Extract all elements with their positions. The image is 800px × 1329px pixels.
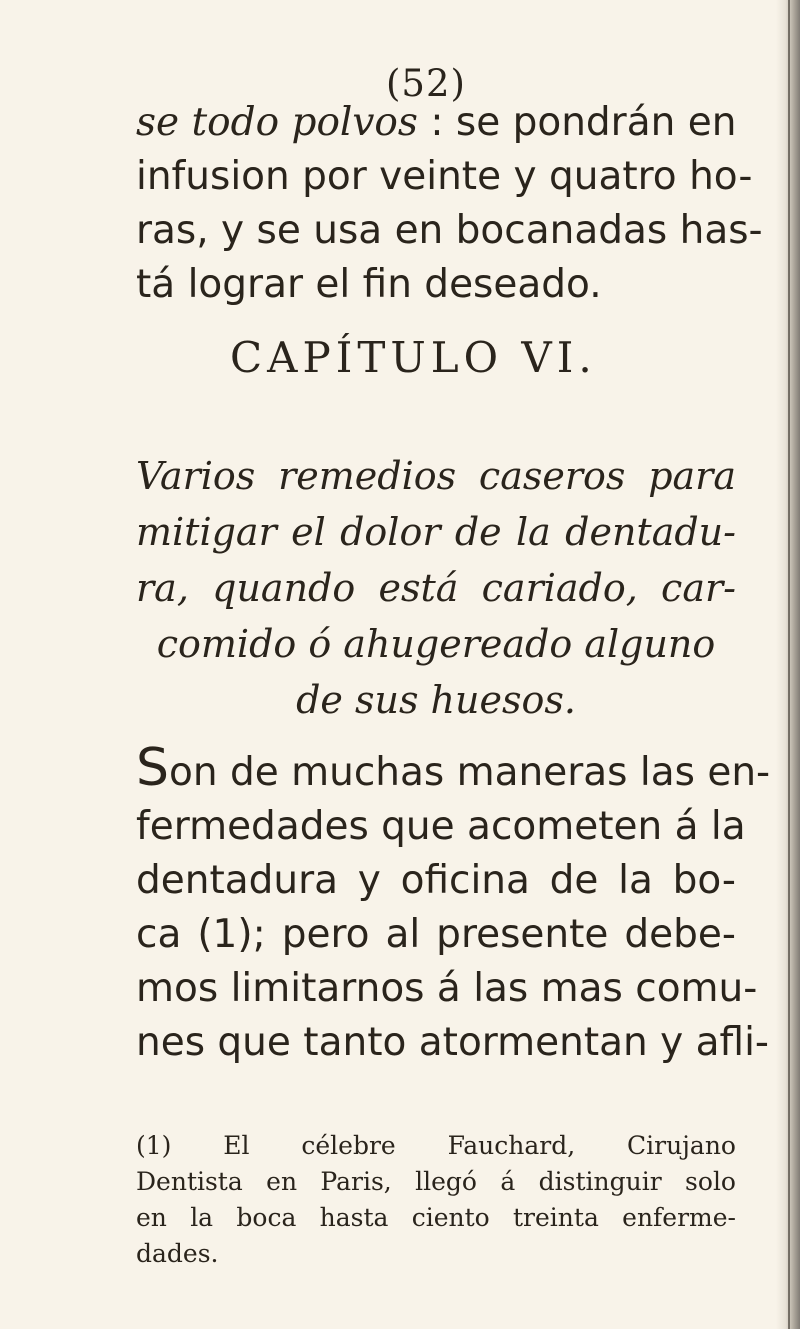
page-edge-line <box>788 0 790 1329</box>
text-line <box>136 96 736 150</box>
footnote-line: (1) El célebre Fauchard, Cirujano <box>136 1131 736 1160</box>
text-line: fermedades que acometen á la <box>136 804 746 849</box>
footnote-line: en la boca hasta ciento treinta enferme- <box>136 1203 736 1232</box>
chapter-subtitle <box>136 448 736 728</box>
upper-paragraph <box>136 96 763 312</box>
subtitle-line: de sus huesos. <box>296 678 576 722</box>
text-line: tá lograr el fin deseado. <box>136 262 602 307</box>
subtitle-line: Varios remedios caseros para <box>136 454 736 498</box>
text-line: infusion por veinte y quatro ho- <box>136 154 753 199</box>
text-line: ca (1); pero al presente debe- <box>136 912 736 957</box>
text-fragment: : se pondrán en <box>430 100 737 145</box>
drop-cap: S <box>136 738 170 798</box>
footnote <box>136 1128 736 1272</box>
page-number: (52) <box>386 62 466 105</box>
chapter-title: CAPÍTULO VI. <box>230 333 597 382</box>
footnote-line: dades. <box>136 1239 219 1268</box>
text-line: nes que tanto atormentan y afli- <box>136 1020 770 1065</box>
footnote-line: Dentista en Paris, llegó á distinguir solo <box>136 1167 736 1196</box>
subtitle-line: ra, quando está cariado, car- <box>136 566 736 610</box>
text-line: ras, y se usa en bocanadas has- <box>136 208 763 253</box>
body-paragraph <box>136 738 771 1070</box>
subtitle-line: mitigar el dolor de la dentadu- <box>136 510 736 554</box>
text-line <box>136 738 771 800</box>
subtitle-line: comido ó ahugereado alguno <box>156 622 716 666</box>
text-fragment: on de muchas maneras las en- <box>169 750 771 795</box>
italic-phrase: se todo polvos <box>136 100 418 145</box>
text-line: mos limitarnos á las mas comu- <box>136 966 758 1011</box>
text-line: dentadura y oficina de la bo- <box>136 858 736 903</box>
